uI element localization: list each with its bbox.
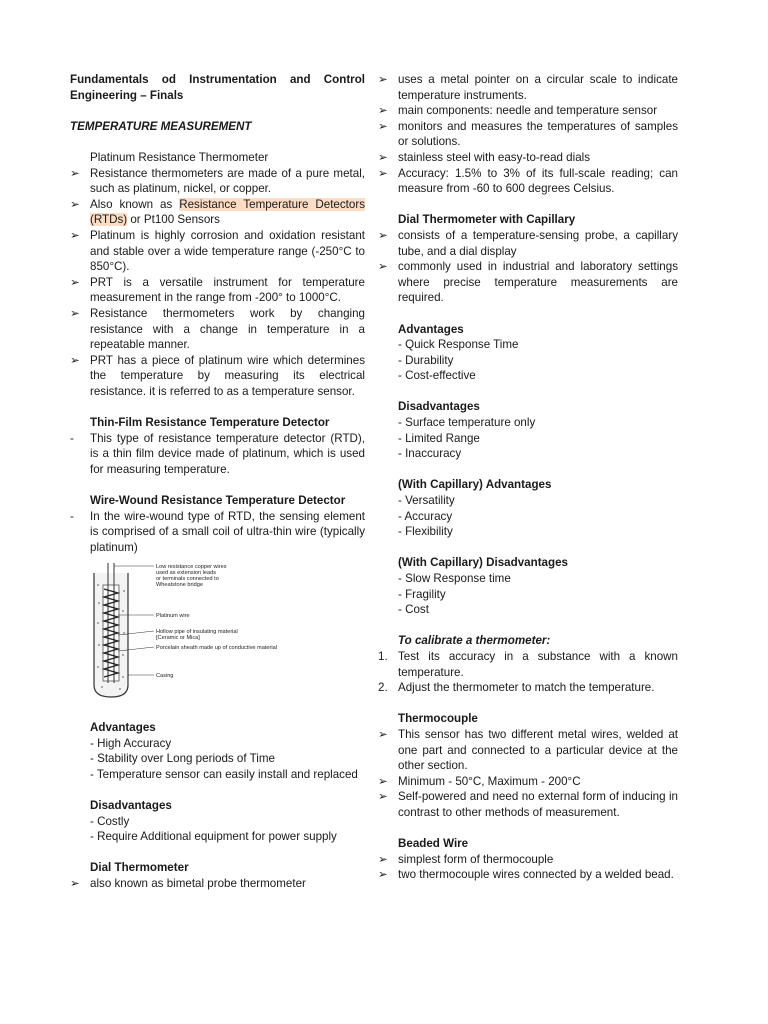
dial-disadvantages-heading: Disadvantages: [398, 400, 480, 414]
arrow-bullet-icon: ➢: [378, 119, 388, 133]
list-item: - Slow Response time: [398, 572, 511, 585]
capillary-heading: Dial Thermometer with Capillary: [398, 213, 576, 227]
list-item: - Versatility: [398, 494, 455, 508]
dial-thermometer-heading: Dial Thermometer: [90, 861, 189, 875]
dash-bullet-icon: -: [70, 509, 74, 523]
list-item: - In the wire-wound type of RTD, the sensing element is comprised of a small coil of ultra-thin wire (typically platinum): [70, 509, 365, 554]
list-item: - Temperature sensor can easily install and replaced: [90, 767, 358, 781]
list-item: ➢ PRT has a piece of platinum wire which determines the temperature by measuring its electrical resistance. it is referred to as a temperature sensor.: [70, 353, 365, 398]
capillary-advantages-heading: (With Capillary) Advantages: [398, 478, 552, 492]
list-item: ➢ monitors and measures the temperatures of samples or solutions.: [378, 119, 678, 149]
prt-title: Platinum Resistance Thermometer: [90, 150, 269, 164]
disadvantages-heading: Disadvantages: [90, 798, 172, 812]
beaded-wire-heading: Beaded Wire: [398, 837, 469, 851]
list-item: ➢ Also known as Resistance Temperature Detectors (RTDs) or Pt100 Sensors: [70, 197, 365, 227]
list-item: - Flexibility: [398, 525, 453, 539]
arrow-bullet-icon: ➢: [70, 876, 80, 890]
list-item: - Accuracy: [398, 509, 453, 523]
list-item: - Cost-effective: [398, 369, 476, 383]
list-item: ➢ Minimum - 50°C, Maximum - 200°C: [378, 774, 581, 788]
arrow-bullet-icon: ➢: [70, 353, 80, 367]
numbered-item: 1. Test its accuracy in a substance with a known temperature.: [378, 649, 678, 679]
list-item: ➢ Platinum is highly corrosion and oxidation resistant and stable over a wide temperature range (-250°C to 850°C).: [70, 228, 365, 274]
document-title: Fundamentals od Instrumentation and Control Engineering – Finals: [70, 73, 365, 102]
step-number: 2.: [378, 681, 388, 695]
label-hollow-pipe: Hollow pipe of insulating material [Ceramic or Mica]: [156, 629, 238, 642]
label-copper-wires: Low resistance copper wires used as extension leads or terminals connected to Wheatstone bridge: [156, 564, 227, 589]
list-item: ➢ Accuracy: 1.5% to 3% of its full-scale reading; can measure from -60 to 600 degrees Celsius.: [378, 166, 678, 196]
arrow-bullet-icon: ➢: [70, 306, 80, 320]
label-porcelain-sheath: Porcelain sheath made up of conductive material: [156, 645, 277, 652]
list-item: ➢ Self-powered and need no external form of inducing in contrast to other methods of measurement.: [378, 790, 678, 819]
arrow-bullet-icon: ➢: [70, 275, 80, 289]
list-item: - Stability over Long periods of Time: [90, 752, 275, 766]
list-item: - Durability: [398, 353, 454, 367]
list-item: ➢ commonly used in industrial and laboratory settings where precise temperature measurements are required.: [378, 260, 678, 305]
list-item: ➢ Resistance thermometers are made of a pure metal, such as platinum, nickel, or copper.: [70, 166, 365, 196]
label-platinum-wire: Platinum wire: [156, 613, 190, 620]
arrow-bullet-icon: ➢: [378, 790, 388, 804]
list-item: - Costly: [90, 814, 130, 828]
arrow-bullet-icon: ➢: [378, 774, 388, 788]
thin-film-heading: Thin-Film Resistance Temperature Detector: [90, 416, 330, 430]
capillary-disadvantages-heading: (With Capillary) Disadvantages: [398, 556, 568, 570]
list-item: ➢ Resistance thermometers work by changing resistance with a change in temperature in a repeatable manner.: [70, 306, 365, 352]
arrow-bullet-icon: ➢: [378, 104, 388, 118]
list-item: ➢ This sensor has two different metal wires, welded at one part and connected to a particular device at the other section.: [378, 727, 678, 773]
rtd-diagram: [90, 563, 330, 701]
arrow-bullet-icon: ➢: [378, 727, 388, 741]
arrow-bullet-icon: ➢: [378, 150, 388, 164]
calibrate-heading: To calibrate a thermometer:: [398, 634, 551, 648]
arrow-bullet-icon: ➢: [378, 852, 388, 866]
list-item: ➢ uses a metal pointer on a circular scale to indicate temperature instruments.: [378, 73, 678, 102]
list-item: - Quick Response Time: [398, 338, 519, 352]
list-item: ➢ consists of a temperature-sensing probe, a capillary tube, and a dial display: [378, 228, 678, 258]
list-item: - Require Additional equipment for power supply: [90, 830, 337, 844]
highlighted-text: Resistance Temperature Detectors (RTDs): [90, 197, 365, 227]
list-item: - Inaccuracy: [398, 447, 462, 461]
list-item: - Fragility: [398, 587, 446, 601]
arrow-bullet-icon: ➢: [378, 228, 388, 242]
list-item: ➢ simplest form of thermocouple: [378, 852, 554, 866]
arrow-bullet-icon: ➢: [70, 197, 80, 211]
dial-advantages-heading: Advantages: [398, 322, 464, 336]
dash-bullet-icon: -: [70, 431, 74, 445]
arrow-bullet-icon: ➢: [378, 260, 388, 274]
list-item: ➢ two thermocouple wires connected by a welded bead.: [378, 868, 674, 882]
step-number: 1.: [378, 649, 388, 663]
list-item: - Cost: [398, 603, 429, 617]
thermocouple-heading: Thermocouple: [398, 712, 478, 726]
arrow-bullet-icon: ➢: [378, 868, 388, 882]
numbered-item: 2. Adjust the thermometer to match the temperature.: [378, 681, 655, 695]
list-item: ➢ also known as bimetal probe thermometer: [70, 876, 306, 890]
arrow-bullet-icon: ➢: [378, 73, 388, 86]
arrow-bullet-icon: ➢: [378, 166, 388, 180]
list-item: - High Accuracy: [90, 736, 172, 750]
arrow-bullet-icon: ➢: [70, 228, 80, 242]
right-column: [378, 72, 678, 883]
list-item: - Surface temperature only: [398, 416, 536, 430]
section-heading: TEMPERATURE MEASUREMENT: [70, 119, 252, 133]
list-item: ➢ stainless steel with easy-to-read dials: [378, 150, 591, 164]
list-item: ➢ main components: needle and temperature sensor: [378, 104, 658, 118]
label-casing: Casing: [156, 673, 174, 680]
advantages-heading: Advantages: [90, 721, 156, 734]
arrow-bullet-icon: ➢: [70, 166, 80, 180]
list-item: - Limited Range: [398, 431, 480, 445]
list-item: ➢ PRT is a versatile instrument for temperature measurement in the range from -200° to 1000°C.: [70, 275, 365, 305]
wire-wound-heading: Wire-Wound Resistance Temperature Detector: [90, 494, 346, 508]
left-column: [70, 72, 365, 892]
list-item: - This type of resistance temperature detector (RTD), is a thin film device made of platinum, which is used for measuring temperature.: [70, 431, 365, 476]
